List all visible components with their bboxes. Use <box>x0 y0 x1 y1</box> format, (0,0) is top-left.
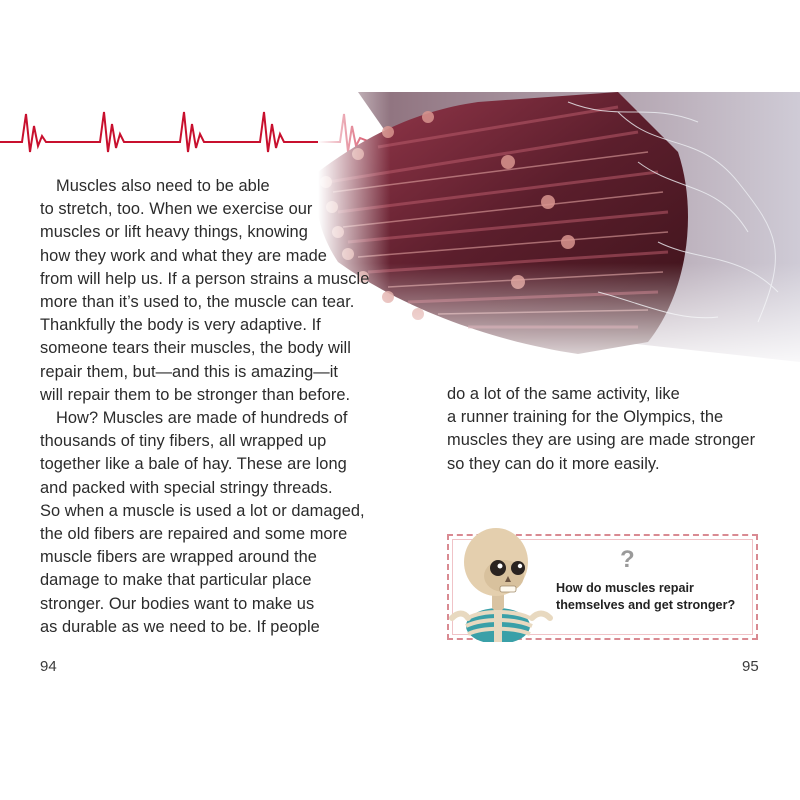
text-line: together like a bale of hay. These are long <box>40 455 347 474</box>
text-line: as durable as we need to be. If people <box>40 617 320 636</box>
left-page-text <box>40 175 370 639</box>
text-line: So when a muscle is used a lot or damaged, <box>40 501 365 520</box>
text-line: Muscles also need to be able <box>56 177 270 195</box>
heartbeat-line-icon <box>0 100 370 160</box>
page-number-left: 94 <box>40 658 57 675</box>
skeleton-mascot-icon <box>448 526 553 642</box>
text-line: do a lot of the same activity, like <box>447 385 680 403</box>
question-line: themselves and get stronger? <box>556 598 736 612</box>
text-line: How? Muscles are made of hundreds of <box>56 409 348 428</box>
question-line: How do muscles repair <box>556 581 694 595</box>
text-line: the old fibers are repaired and some more <box>40 525 348 544</box>
question-mark-icon: ? <box>620 546 635 573</box>
question-text <box>556 580 735 614</box>
text-line: muscles or lift heavy things, knowing <box>40 223 308 242</box>
text-line: repair them, but—and this is amazing—it <box>40 362 339 381</box>
text-line: will repair them to be stronger than before. <box>40 385 351 404</box>
text-line: Thankfully the body is very adaptive. If <box>40 316 321 335</box>
text-line: muscle fibers are wrapped around the <box>40 548 317 567</box>
text-line: so they can do it more easily. <box>447 454 660 473</box>
paragraph <box>40 175 370 407</box>
text-line: more than it’s used to, the muscle can tear. <box>40 293 355 312</box>
text-line: to stretch, too. When we exercise our <box>40 200 313 219</box>
muscle-fiber-photo <box>318 92 800 377</box>
text-line: someone tears their muscles, the body will <box>40 339 351 358</box>
text-line: stronger. Our bodies want to make us <box>40 594 315 613</box>
text-line: damage to make that particular place <box>40 571 312 590</box>
text-line: from will help us. If a person strains a muscle <box>40 269 370 288</box>
text-line: a runner training for the Olympics, the <box>447 408 724 427</box>
paragraph <box>40 407 370 639</box>
right-page-text <box>447 383 777 476</box>
text-line: and packed with special stringy threads. <box>40 478 333 497</box>
text-line: muscles they are using are made stronger <box>447 431 756 450</box>
text-line: how they work and what they are made <box>40 246 327 265</box>
page-number-right: 95 <box>742 658 759 675</box>
text-line: thousands of tiny fibers, all wrapped up <box>40 432 327 451</box>
